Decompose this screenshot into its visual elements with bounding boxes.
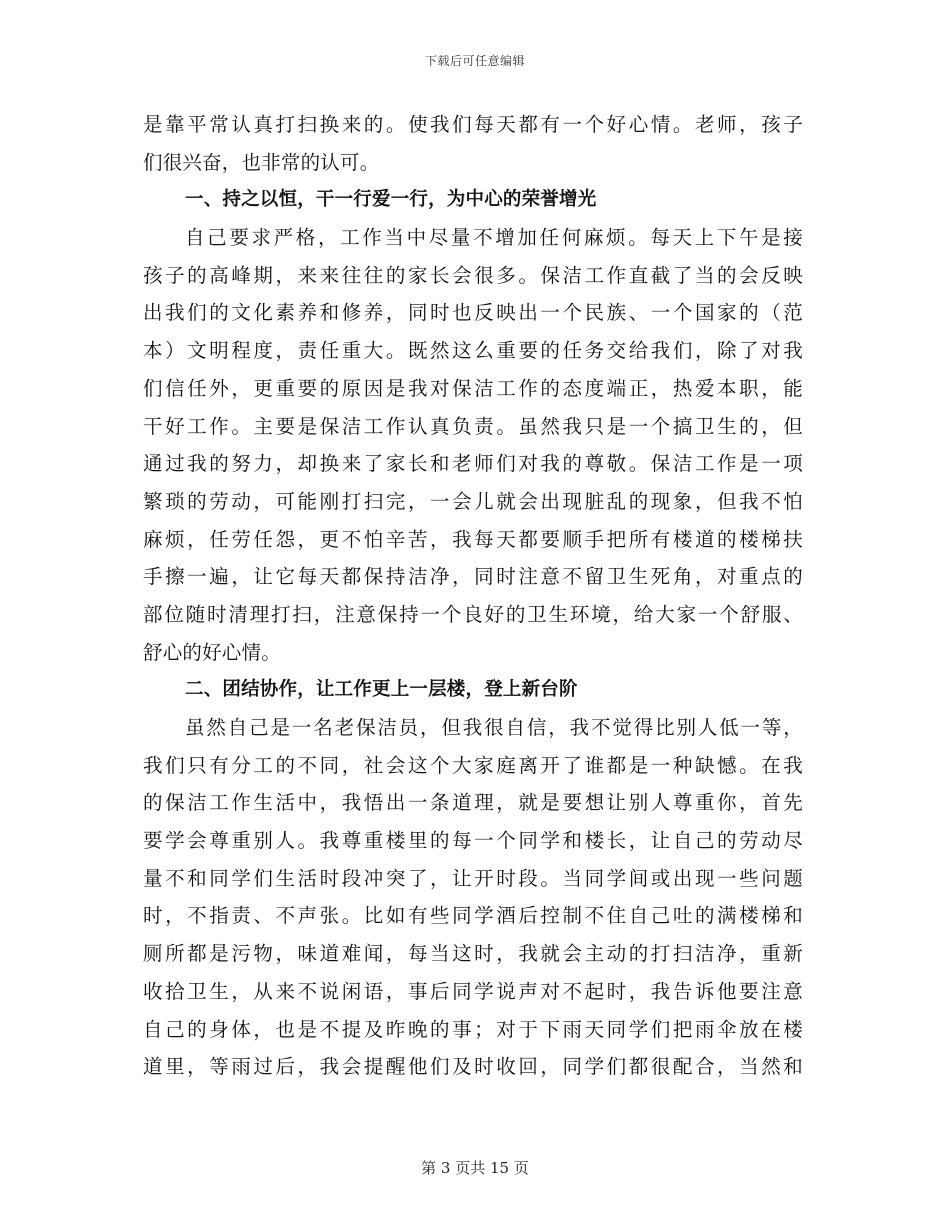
text-line: 量不和同学们生活时段冲突了，让开时段。当同学间或出现一些问题 (143, 866, 803, 890)
text-line: 要学会尊重别人。我尊重楼里的每一个同学和楼长，让自己的劳动尽 (143, 829, 803, 853)
text-line: 道里，等雨过后，我会提醒他们及时收回，同学们都很配合，当然和 (143, 1055, 803, 1079)
text-line: 本）文明程度，责任重大。既然这么重要的任务交给我们，除了对我 (143, 339, 803, 363)
text-line: 是靠平常认真打扫换来的。使我们每天都有一个好心情。老师，孩子 (143, 113, 803, 136)
document-body (143, 106, 803, 1086)
text-line: 麻烦，任劳任怨，更不怕辛苦，我每天都要顺手把所有楼道的楼梯扶 (143, 527, 803, 551)
text-line: 收拾卫生，从来不说闲语，事后同学说声对不起时，我告诉他要注意 (143, 979, 803, 1003)
section-heading (143, 181, 803, 219)
text-line: 繁琐的劳动，可能刚打扫完，一会儿就会出现脏乱的现象，但我不怕 (143, 489, 803, 513)
page-header: 下载后可任意编辑 (424, 54, 525, 68)
text-line: 部位随时清理打扫，注意保持一个良好的卫生环境，给大家一个舒服、 (143, 602, 803, 626)
text-line: 时，不指责、不声张。比如有些同学酒后控制不住自己吐的满楼梯和 (143, 904, 803, 928)
text-line: 我们只有分工的不同，社会这个大家庭离开了谁都是一种缺憾。在我 (143, 753, 803, 777)
text-line: 虽然自己是一名老保洁员，但我很自信，我不觉得比别人低一等， (185, 716, 803, 739)
paragraph (143, 219, 803, 671)
text-line: 们很兴奋，也非常的认可。 (143, 150, 380, 174)
text-line: 孩子的高峰期，来来往往的家长会很多。保洁工作直截了当的会反映 (143, 263, 803, 287)
text-line: 自己要求严格，工作当中尽量不增加任何麻烦。每天上下午是接 (185, 226, 803, 250)
paragraph (143, 106, 803, 181)
text-line: 厕所都是污物，味道难闻，每当这时，我就会主动的打扫洁净，重新 (143, 942, 803, 966)
text-line: 自己的身体，也是不提及昨晚的事；对于下雨天同学们把雨伞放在楼 (143, 1017, 803, 1041)
text-line: 的保洁工作生活中，我悟出一条道理，就是要想让别人尊重你，首先 (143, 791, 803, 815)
page-footer: 第 3 页共 15 页 (421, 1159, 529, 1177)
text-line: 们信任外，更重要的原因是我对保洁工作的态度端正，热爱本职，能 (143, 376, 803, 400)
section-heading-text: 一、持之以恒，干一行爱一行，为中心的荣誉增光 (185, 189, 597, 211)
section-heading (143, 671, 803, 709)
text-line: 干好工作。主要是保洁工作认真负责。虽然我只是一个搞卫生的，但 (143, 414, 803, 438)
text-line: 手擦一遍，让它每天都保持洁净，同时注意不留卫生死角，对重点的 (143, 565, 803, 589)
text-line: 通过我的努力，却换来了家长和老师们对我的尊敬。保洁工作是一项 (143, 452, 803, 476)
paragraph (143, 709, 803, 1086)
text-line: 出我们的文化素养和修养，同时也反映出一个民族、一个国家的（范 (143, 301, 803, 325)
text-line: 舒心的好心情。 (143, 640, 281, 664)
section-heading-text: 二、团结协作，让工作更上一层楼，登上新台阶 (185, 679, 578, 701)
